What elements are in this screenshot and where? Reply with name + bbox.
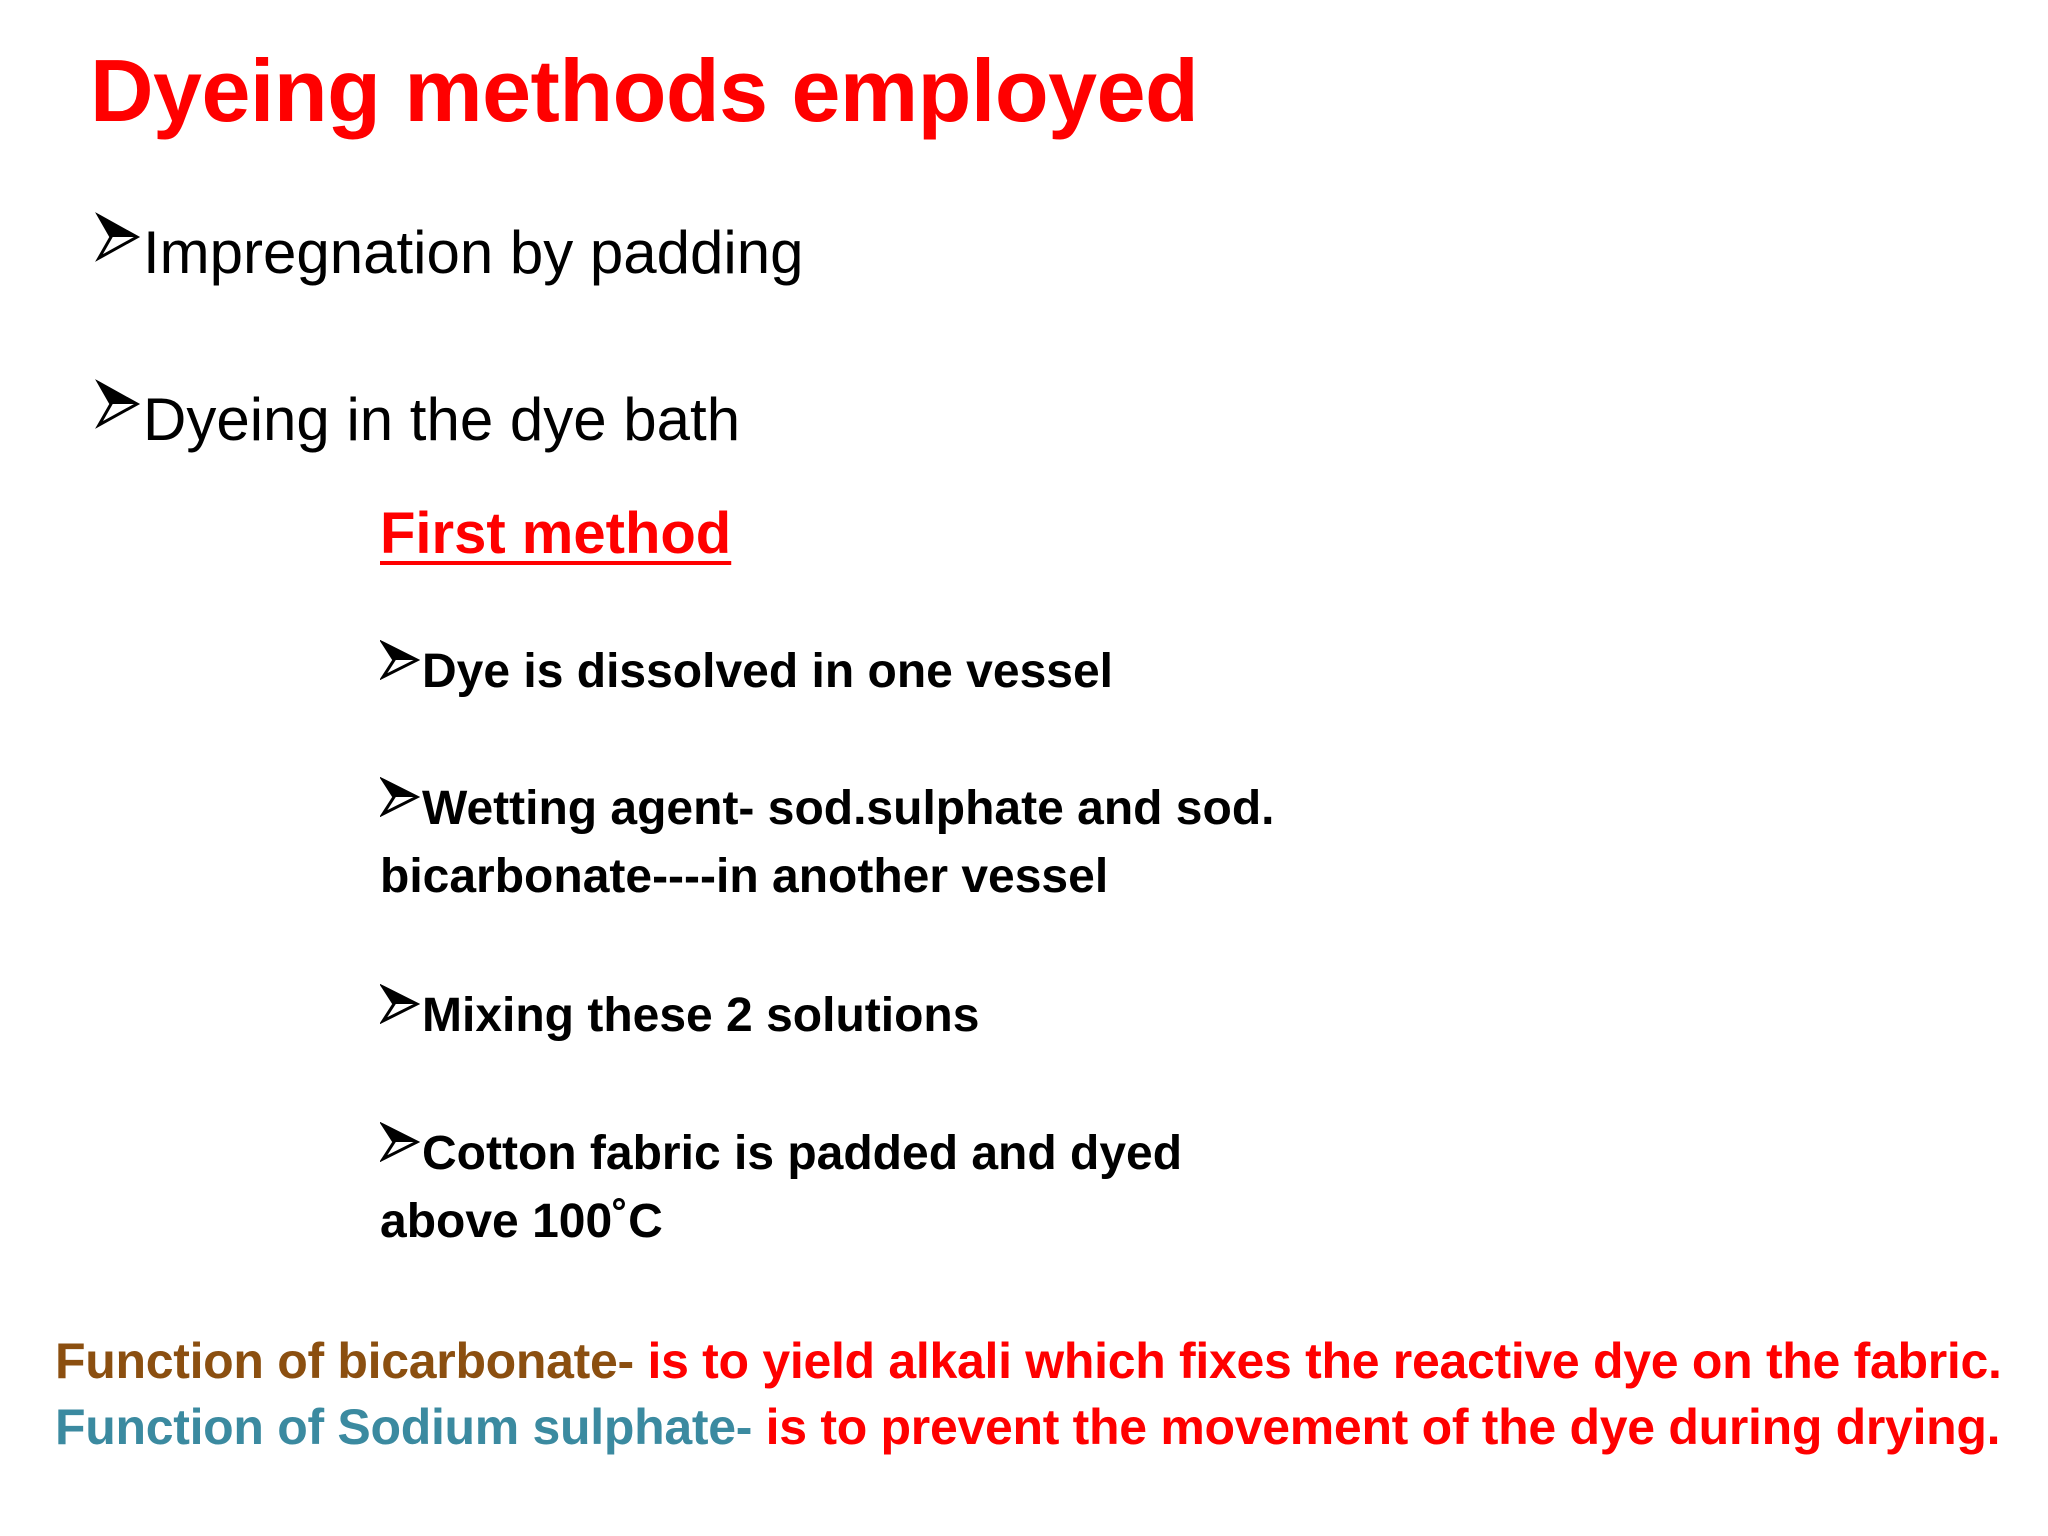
main-bullet-2 xyxy=(95,385,740,454)
main-bullet-1 xyxy=(95,218,803,287)
sub-bullet-line1: Dye is dissolved in one vessel xyxy=(422,645,1113,698)
sub-bullet-1 xyxy=(380,638,1113,706)
arrow-bullet-icon xyxy=(95,212,141,262)
arrow-bullet-icon xyxy=(380,984,420,1024)
main-bullet-text: Impregnation by padding xyxy=(143,219,804,286)
function-label: Function of Sodium sulphate- xyxy=(55,1399,753,1455)
sub-bullet-line1: Mixing these 2 solutions xyxy=(422,989,980,1042)
sub-bullet-2 xyxy=(380,775,1274,911)
arrow-bullet-icon xyxy=(380,777,420,817)
function-text: is to yield alkali which fixes the reactive dye on the fabric. xyxy=(633,1333,2002,1389)
sub-bullet-3 xyxy=(380,982,979,1050)
function-sodium-sulphate xyxy=(55,1398,2000,1456)
function-bicarbonate xyxy=(55,1332,2002,1390)
main-bullet-text: Dyeing in the dye bath xyxy=(143,386,741,453)
sub-bullet-line1: Cotton fabric is padded and dyed xyxy=(422,1127,1183,1180)
sub-bullet-4 xyxy=(380,1120,1182,1256)
sub-bullet-line2: above 100˚C xyxy=(380,1195,663,1248)
sub-bullet-line1: Wetting agent- sod.sulphate and sod. xyxy=(422,782,1275,835)
arrow-bullet-icon xyxy=(380,640,420,680)
arrow-bullet-icon xyxy=(380,1122,420,1162)
arrow-bullet-icon xyxy=(95,379,141,429)
first-method-heading: First method xyxy=(380,501,732,566)
function-text: is to prevent the movement of the dye during drying. xyxy=(752,1399,2001,1455)
sub-bullet-line2: bicarbonate----in another vessel xyxy=(380,850,1109,903)
slide-title: Dyeing methods employed xyxy=(90,41,1199,140)
function-label: Function of bicarbonate- xyxy=(55,1333,634,1389)
